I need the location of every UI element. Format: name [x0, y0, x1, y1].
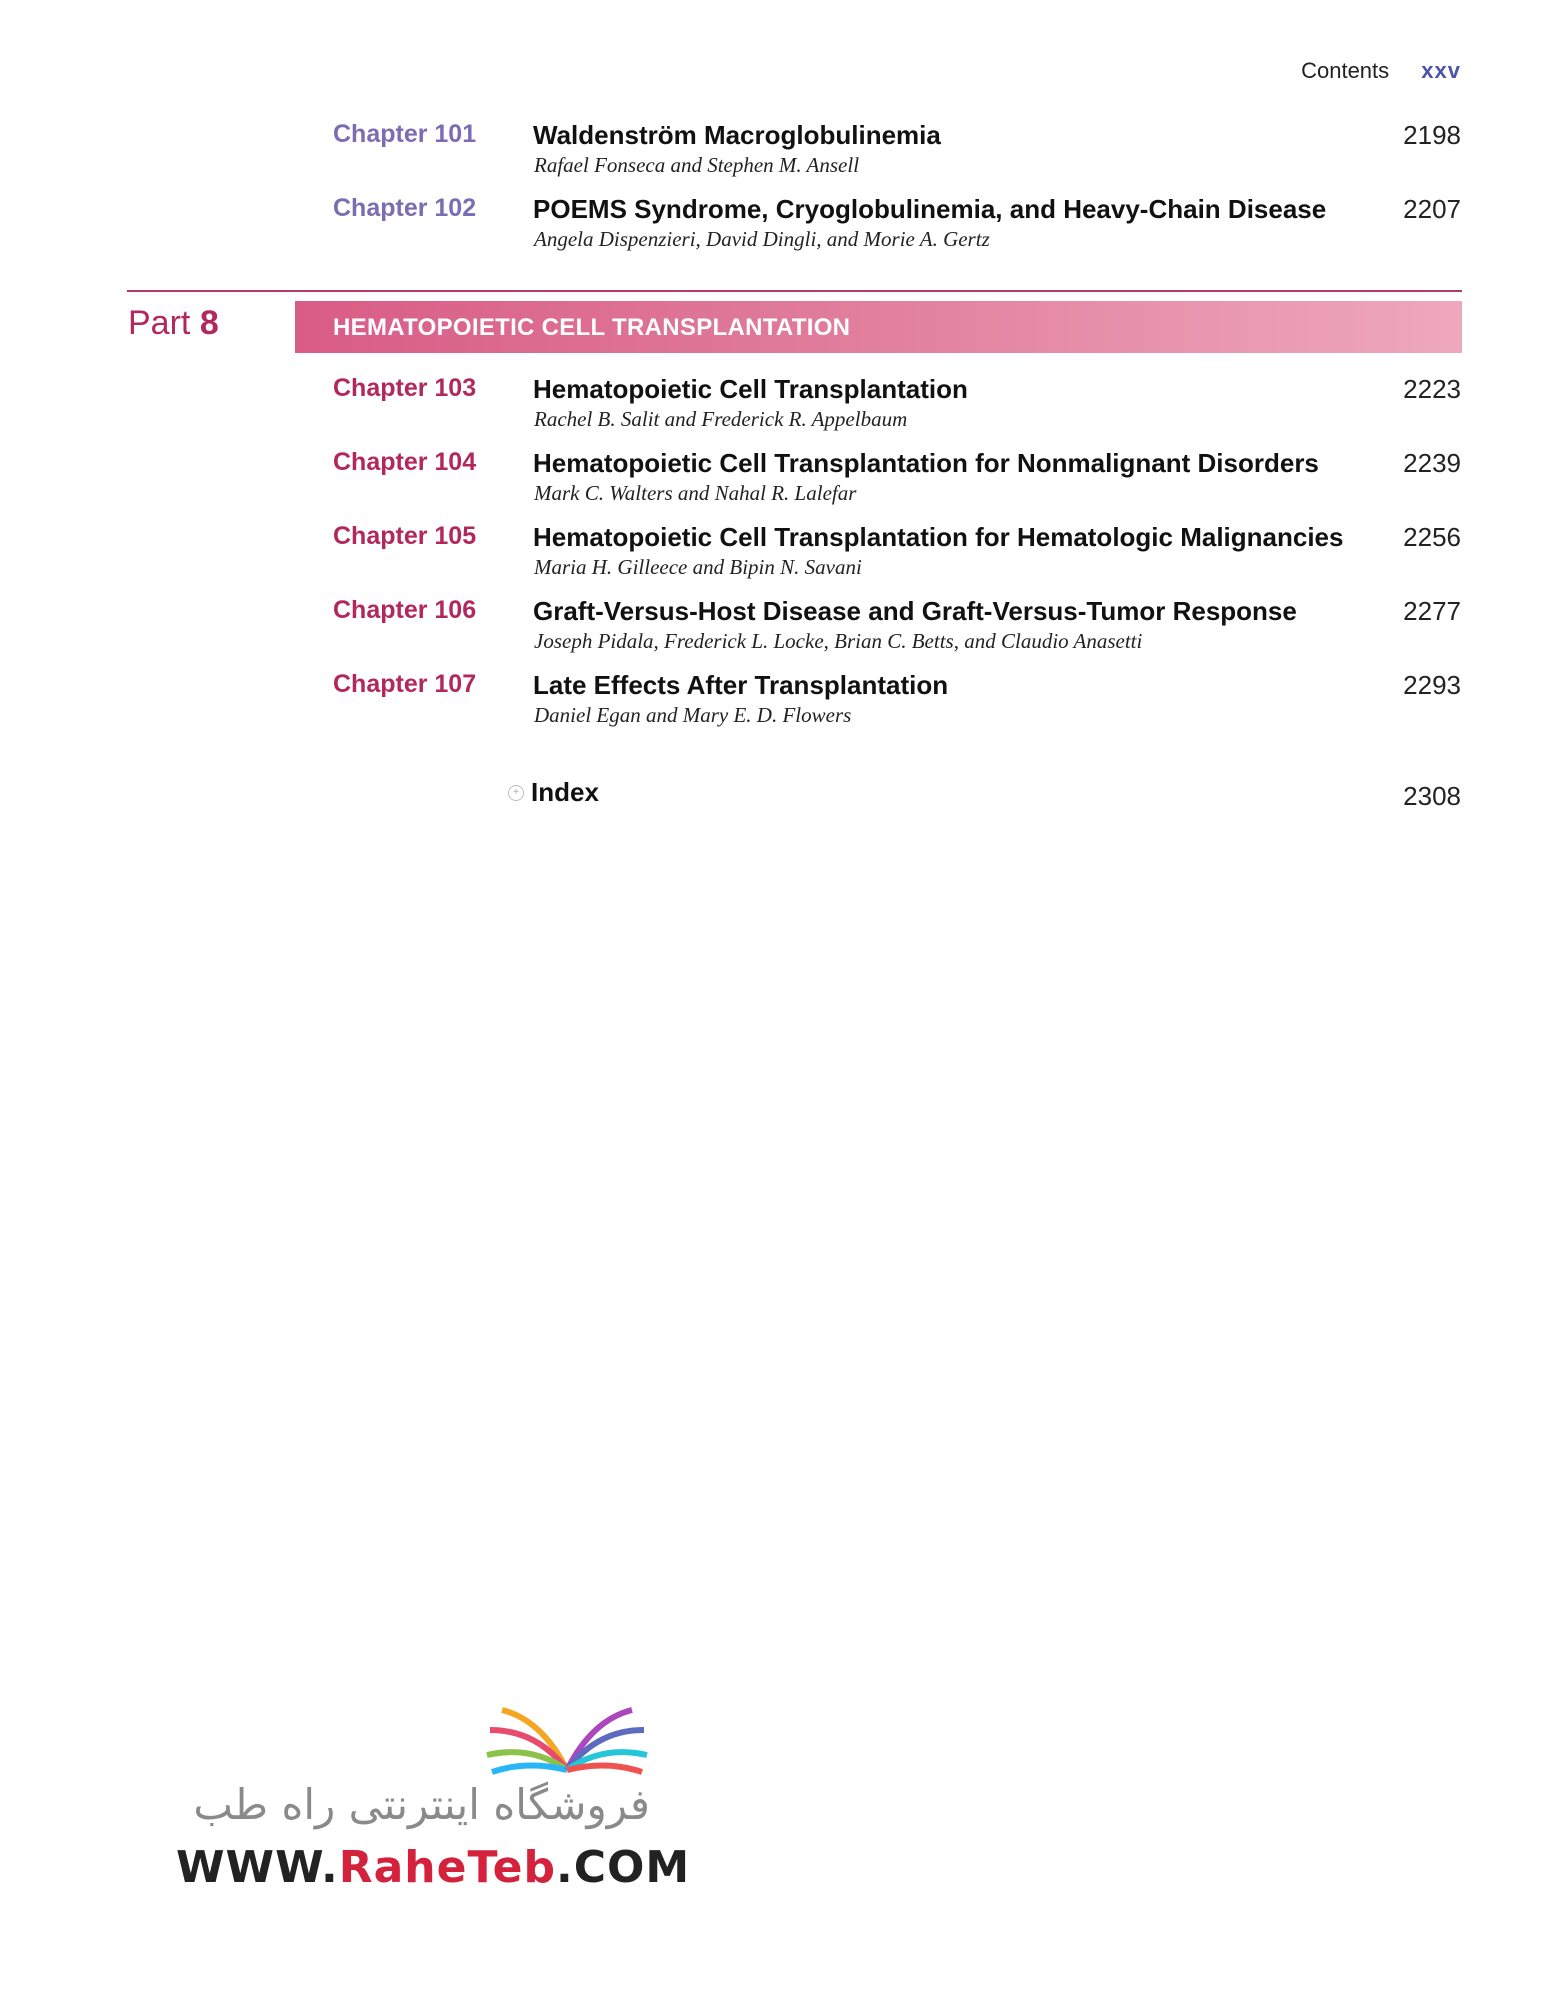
chapter-page: 2256	[1403, 522, 1461, 552]
chapter-authors: Joseph Pidala, Frederick L. Locke, Brian C. Betts, and Claudio Anasetti	[534, 629, 1143, 653]
chapter-authors: Angela Dispenzieri, David Dingli, and Morie A. Gertz	[534, 227, 990, 251]
part-number: 8	[199, 304, 219, 342]
chapter-authors: Maria H. Gilleece and Bipin N. Savani	[534, 555, 862, 579]
chapter-authors: Rafael Fonseca and Stephen M. Ansell	[534, 153, 860, 177]
index-title[interactable]: Index	[531, 777, 599, 807]
chapter-authors: Mark C. Walters and Nahal R. Lalefar	[534, 481, 857, 505]
index-page: 2308	[1403, 781, 1461, 811]
chapter-authors: Daniel Egan and Mary E. D. Flowers	[534, 703, 852, 727]
chapter-title[interactable]: Hematopoietic Cell Transplantation	[533, 374, 968, 404]
chapter-page: 2223	[1403, 374, 1461, 404]
open-book-rainbow-icon	[482, 1700, 652, 1780]
part-label	[128, 304, 219, 343]
chapter-number: Chapter 103	[333, 374, 477, 402]
chapter-number: Chapter 106	[333, 596, 477, 624]
chapter-title[interactable]: POEMS Syndrome, Cryoglobulinemia, and Heavy-Chain Disease	[533, 194, 1327, 224]
chapter-page: 2293	[1403, 670, 1461, 700]
watermark	[170, 1700, 691, 1900]
chapter-number: Chapter 101	[333, 120, 477, 148]
chapter-title[interactable]: Hematopoietic Cell Transplantation for Hematologic Malignancies	[533, 522, 1344, 552]
watermark-url-brand: RaheTeb	[338, 1842, 556, 1893]
watermark-url-prefix: WWW.	[176, 1842, 339, 1893]
chapter-number: Chapter 105	[333, 522, 477, 550]
watermark-url	[176, 1842, 690, 1893]
chapter-page: 2207	[1403, 194, 1461, 224]
chapter-page: 2277	[1403, 596, 1461, 626]
chapter-number: Chapter 107	[333, 670, 477, 698]
chapter-authors: Rachel B. Salit and Frederick R. Appelbaum	[534, 407, 908, 431]
chapter-title[interactable]: Late Effects After Transplantation	[533, 670, 949, 700]
part-word: Part	[128, 304, 191, 342]
chapter-title[interactable]: Hematopoietic Cell Transplantation for Nonmalignant Disorders	[533, 448, 1319, 478]
part-divider-rule	[127, 290, 1462, 292]
running-head-section: Contents	[1301, 58, 1390, 83]
part-banner	[295, 301, 1462, 353]
chapter-title[interactable]: Waldenström Macroglobulinemia	[533, 120, 941, 150]
running-head-page-number: xxv	[1421, 58, 1461, 83]
chapter-number: Chapter 104	[333, 448, 477, 476]
watermark-url-suffix: .COM	[555, 1842, 691, 1893]
chapter-number: Chapter 102	[333, 194, 477, 222]
index-marker-icon: +	[508, 785, 524, 801]
chapter-page: 2198	[1403, 120, 1461, 150]
part-title: HEMATOPOIETIC CELL TRANSPLANTATION	[333, 314, 851, 341]
chapter-page: 2239	[1403, 448, 1461, 478]
chapter-title[interactable]: Graft-Versus-Host Disease and Graft-Versus-Tumor Response	[533, 596, 1297, 626]
running-head	[1301, 58, 1461, 84]
watermark-persian-text: فروشگاه اینترنتی راه طب	[193, 1780, 650, 1829]
